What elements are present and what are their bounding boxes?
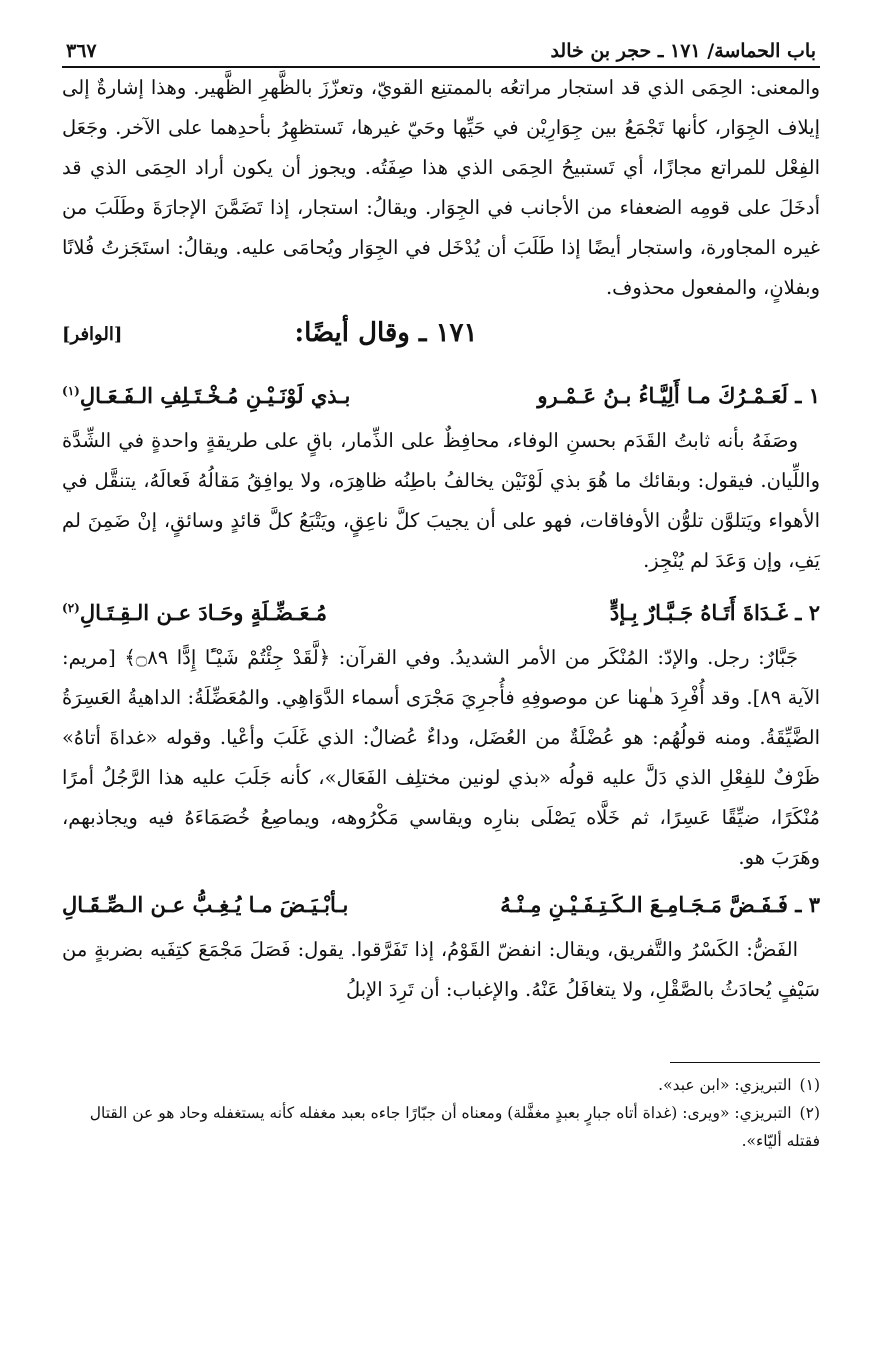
verse-2-commentary: جَبَّارٌ: رجل. والإدّ: المُنْكَر من الأمر الشديدُ. وفي القرآن: ﴿لَّقَدْ جِئْتُمْ شَيْـًٔا إِدًّا ۝٨٩﴾ [مريم: الآية ٨٩]. وقد أُفْرِدَ هـٰهنا عن موصوفِهِ فأُجرِيَ مَجْرَى أسماء الدَّوَاهِي. والمُعَضِّلَةُ: الداهيةُ العَسِرَةُ الضَّيِّقَةُ. ومنه قولُهُم: هو عُضْلَةٌ من العُضَل، وداءٌ عُضالٌ: الذي غَلَبَ وأعْيا. وقوله «غداةَ أتاهُ» ظَرْفٌ للفِعْلِ الذي دَلَّ عليه قولُه «بذي لونين مختلِف الفَعَال»، كأنه جَلَبَ عليه هذا الرَّجُلُ أمرًا مُنْكَرًا، ضيِّقًا عَسِرًا، ثم خَلَّاه يَصْلَى بنارِه ويقاسي مَكْرُوهه، ويماصِعُ خُصَمَاءَهُ فيه ويجاذبهم، وهَرَبَ هو. bbox=[62, 646, 820, 869]
verse-1-hemistich-1: ١ ـ لَعَـمْـرُكَ مـا أَلِيَّـاءُ بـنُ عَـمْـرو bbox=[537, 383, 820, 408]
verse-3-commentary: الفَضُّ: الكَسْرُ والتَّفريق، ويقال: انفضّ القَوْمُ، إذا تَفَرَّقوا. يقول: فَصَلَ مَجْمَعَ كتِفَيه بضربةٍ من سَيْفٍ يُحادَثُ بالصَّقْلِ، ولا يتغافَلُ عَنْهُ. والإغباب: أن تَرِدَ الإبلُ bbox=[62, 938, 820, 1001]
verse-1-hemistich-2-text: بـذي لَوْنَـيْـنِ مُـخْـتَـلِفِ الـفَـعَـالِ bbox=[79, 383, 351, 408]
footnote-ref-2[interactable]: (٢) bbox=[62, 601, 80, 615]
footnote-1-number: (١) bbox=[799, 1076, 820, 1094]
footnote-1 bbox=[62, 1071, 820, 1099]
verse-3-hemistich-1: ٣ ـ فَـفَـضَّ مَـجَـامِـعَ الـكَـتِـفَـيْـنِ مِـنْـهُ bbox=[500, 892, 820, 917]
footnote-2-text: التبريزي: «ويرى: (غداة أتاه جبارٍ بعبدٍ مغفَّلة) ومعناه أن جبّارًا جاءه بعبد مغفله كأنه يستغفله وحاد هو عن القتال فقتله أليّاء». bbox=[89, 1104, 820, 1150]
footnote-2 bbox=[62, 1099, 820, 1155]
verse-2-hemistich-2 bbox=[62, 587, 327, 634]
verse-3 bbox=[62, 884, 820, 926]
verse-3-hemistich-2: بـأبْـيَـضَ مـا يُـغِـبُّ عـن الـصِّـقَـالِ bbox=[62, 892, 349, 917]
footnote-1-text: التبريزي: «ابن عبد». bbox=[658, 1076, 792, 1094]
footnote-2-number: (٢) bbox=[799, 1104, 820, 1122]
page-number: ٣٦٧ bbox=[66, 40, 97, 62]
running-title: باب الحماسة/ ١٧١ ـ حجر بن خالد bbox=[550, 40, 816, 62]
verse-1 bbox=[62, 370, 820, 417]
book-page bbox=[62, 40, 820, 1155]
footnote-ref-1[interactable]: (١) bbox=[62, 384, 80, 398]
verse-2-hemistich-2-text: مُـعَـضِّـلَةٍ وحَـادَ عـن الـقِـتَـالِ bbox=[79, 600, 328, 625]
verse-2 bbox=[62, 587, 820, 634]
intro-paragraph: والمعنى: الحِمَى الذي قد استجار مراتعُه بالممتنِع القويّ، وتعزّزَ بالظَّهرِ الظَّهير. وهذا إشارةٌ إلى إيلاف الجِوَار، كأنها تَجْمَعُ بين جِوَارِيْن في حَيِّها وحَيّ غيرها، تَستظهِرُ بأحدِهما على الآخر. وجَعَل الفِعْل للمراتع مجازًا، أي تَستبيحُ الحِمَى الذي هذا صِفَتُه. ويجوز أن يكون أراد الحِمَى الذي قد أدخَلَ على قومِه الضعفاء من الأجانب في الجِوَار. ويقالُ: استجار، إذا تَضَمَّنَ الإجارَةَ وطَلَبَ من غيره المجاورة، واستجار أيضًا إذا طَلَبَ أن يُدْخَل في الجِوَار ويُحامَى عليه. ويقالُ: استَجَزتُ فُلانًا وبفلانٍ، والمفعول محذوف. bbox=[62, 76, 820, 299]
poem-meter: [الوافر] bbox=[62, 324, 123, 345]
verse-2-hemistich-1: ٢ ـ غَـدَاةَ أَتَـاهُ جَـبَّـارٌ بِـإدٍّ bbox=[609, 600, 820, 625]
poem-title: ١٧١ ـ وقال أيضًا: bbox=[294, 318, 478, 348]
footnote-rule bbox=[670, 1062, 820, 1063]
verse-1-commentary: وصَفَهُ بأنه ثابتُ القَدَم بحسنِ الوفاء، محافِظٌ على الذِّمار، باقٍ على طريقةٍ واحدةٍ في الشِّدَّة واللِّيان. فيقول: وبقائك ما هُوَ بذي لَوْنَيْن يخالفُ باطِنُه ظاهِرَه، ولا يوافِقُ مَقالُهُ فَعالَهُ، يتنقَّل في الأهواء ويَتلوَّن تلوُّن الأوفاقات، فهو على أن يجيبَ كلَّ ناعِقٍ، ويَتْبَعُ كلَّ قائدٍ وسائقٍ، إنْ ضَمِنَ لم يَفِ، وإن وَعَدَ لم يُنْجِز. bbox=[62, 429, 820, 572]
verse-1-hemistich-2 bbox=[62, 370, 350, 417]
poem-heading bbox=[62, 318, 820, 364]
running-header bbox=[62, 40, 820, 66]
